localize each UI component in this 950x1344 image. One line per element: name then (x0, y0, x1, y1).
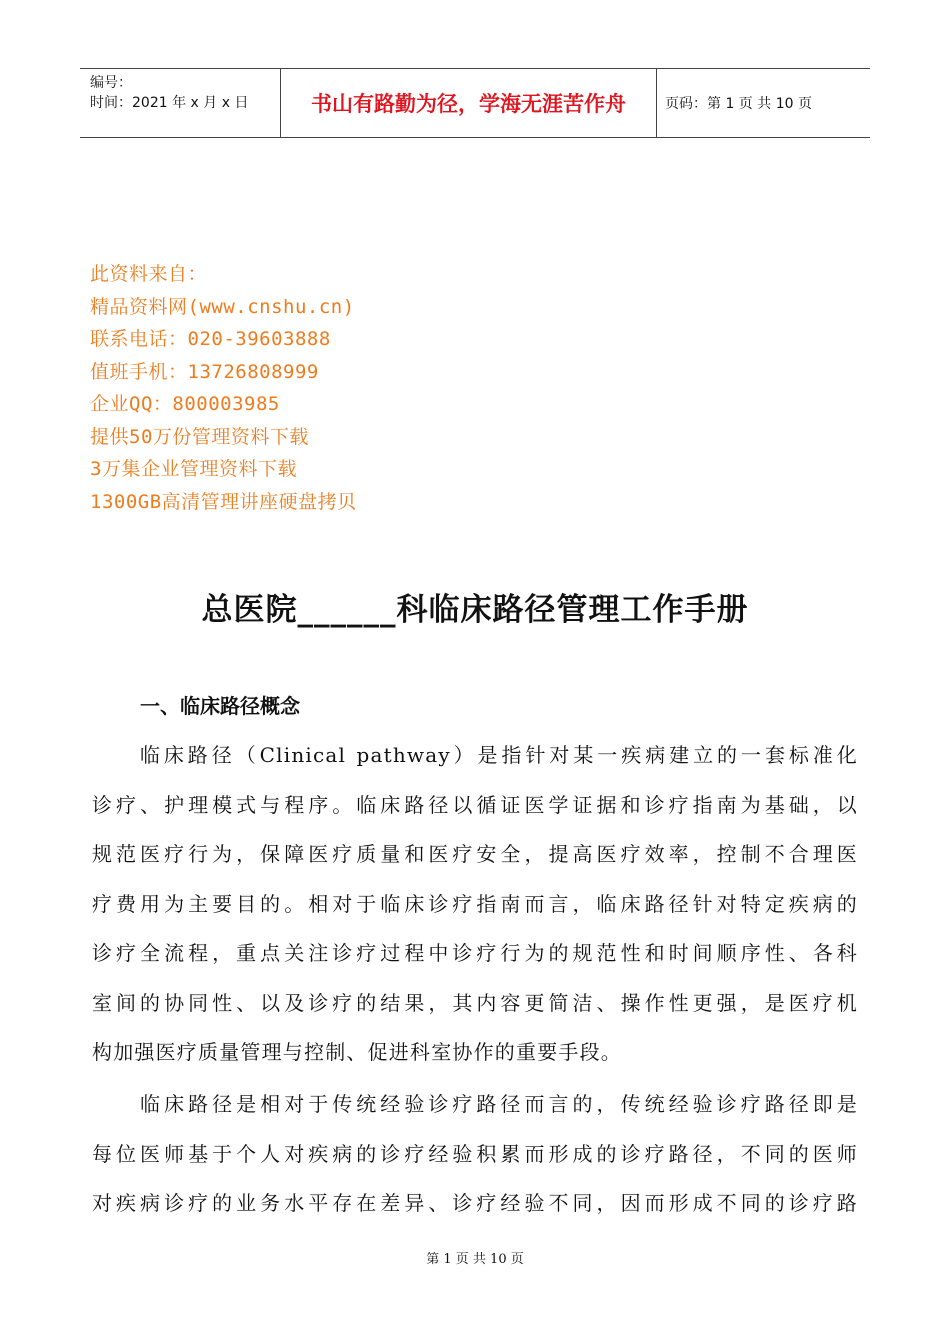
document-number: 编号： (90, 75, 132, 91)
paragraph-line: 临床路径（Clinical pathway）是指针对某一疾病建立的一套标准化 (92, 743, 858, 767)
source-line: 联系电话：020-39603888 (90, 328, 331, 350)
header-motto: 书山有路勤为径，学海无涯苦作舟 (280, 69, 657, 137)
document-title: 总医院______科临床路径管理工作手册 (201, 592, 749, 628)
source-line: 企业QQ：800003985 (90, 393, 280, 415)
section-heading: 一、临床路径概念 (140, 694, 300, 718)
paragraph-line: 诊疗全流程，重点关注诊疗过程中诊疗行为的规范性和时间顺序性、各科 (92, 941, 858, 965)
paragraph-line: 每位医师基于个人对疾病的诊疗经验积累而形成的诊疗路径，不同的医师 (92, 1141, 858, 1166)
page-footer: 第 1 页 共 10 页 (426, 1252, 524, 1267)
paragraph-line: 疗费用为主要目的。相对于临床诊疗指南而言，临床路径针对特定疾病的 (92, 891, 858, 916)
header-page-info: 页码：第 1 页 共 10 页 (665, 96, 812, 112)
source-line: 3万集企业管理资料下载 (90, 458, 297, 480)
paragraph-1 (92, 731, 858, 1078)
paragraph-line: 临床路径是相对于传统经验诊疗路径而言的，传统经验诊疗路径即是 (92, 1092, 858, 1116)
paragraph-line: 室间的协同性、以及诊疗的结果，其内容更简洁、操作性更强，是医疗机 (92, 990, 858, 1015)
source-line: 值班手机：13726808999 (90, 360, 319, 383)
source-line: 1300GB高清管理讲座硬盘拷贝 (90, 490, 357, 513)
document-date: 时间：2021 年 x 月 x 日 (90, 95, 249, 111)
paragraph-2 (92, 1080, 858, 1229)
paragraph-line: 规范医疗行为，保障医疗质量和医疗安全，提高医疗效率，控制不合理医 (92, 842, 858, 866)
source-info (90, 258, 357, 518)
paragraph-line: 诊疗、护理模式与程序。临床路径以循证医学证据和诊疗指南为基础，以 (92, 792, 858, 817)
source-line: 提供50万份管理资料下载 (90, 425, 309, 448)
header-meta (80, 69, 280, 137)
paragraph-line: 对疾病诊疗的业务水平存在差异、诊疗经验不同，因而形成不同的诊疗路 (92, 1191, 858, 1215)
source-line: 精品资料网(www.cnshu.cn) (90, 295, 355, 318)
source-line: 此资料来自： (90, 263, 208, 285)
paragraph-line: 构加强医疗质量管理与控制、促进科室协作的重要手段。 (92, 1040, 622, 1064)
page-header (80, 68, 870, 138)
